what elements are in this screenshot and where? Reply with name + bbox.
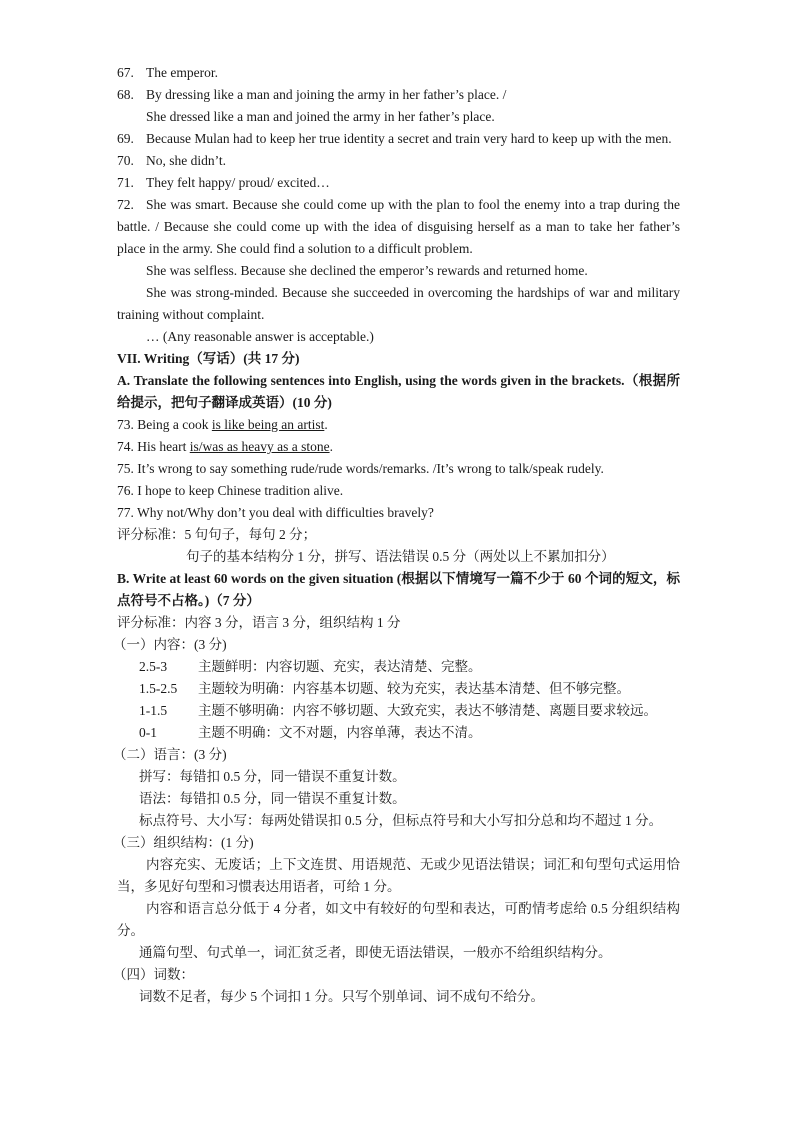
answer-number: 69. — [117, 131, 134, 146]
subsection-title: （二）语言：(3 分) — [113, 747, 227, 762]
section-title: VII. Writing（写话）(共 17 分) — [117, 351, 300, 366]
criteria-text: 语法：每错扣 0.5 分，同一错误不重复计数。 — [139, 791, 406, 806]
answer-number: 71. — [117, 175, 134, 190]
scoring-text: 评分标准：内容 3 分，语言 3 分，组织结构 1 分 — [117, 615, 401, 630]
structure-criteria-3 — [0, 942, 794, 964]
wordcount-heading — [0, 964, 794, 986]
answer-72 — [117, 194, 680, 260]
part-b-instruction: B. Write at least 60 words on the given situation (根据以下情境写一篇不少于 60 个词的短文，标点符号不占格。)（7 分） — [117, 571, 680, 608]
language-spelling — [0, 766, 794, 788]
criteria-text: 内容和语言总分低于 4 分者，如文中有较好的句型和表达，可酌情考虑给 0.5 分组织结构分。 — [117, 901, 680, 938]
translation-73 — [0, 414, 794, 436]
translation-text: 73. Being a cook is like being an artist. — [117, 417, 328, 432]
answer-68 — [0, 84, 794, 106]
criteria-text: 通篇句型、句式单一，词汇贫乏者，即使无语法错误，一般亦不给组织结构分。 — [139, 945, 612, 960]
answer-text-alt: She dressed like a man and joined the army in her father’s place. — [146, 109, 495, 124]
translation-75 — [0, 458, 794, 480]
answer-72-selfless — [117, 260, 680, 282]
answer-text: By dressing like a man and joining the army in her father’s place. / — [146, 87, 507, 102]
translation-text: 74. His heart is/was as heavy as a stone. — [117, 439, 333, 454]
score-range: 1.5-2.5 — [139, 681, 178, 696]
writing-section-title — [0, 348, 794, 370]
answer-67 — [0, 62, 794, 84]
content-heading — [0, 634, 794, 656]
translation-text: 76. I hope to keep Chinese tradition alive. — [117, 483, 344, 498]
answer-paragraph: She was selfless. Because she declined the emperor’s rewards and returned home. — [146, 263, 588, 278]
score-description: 主题不明确：文不对题，内容单薄，表达不清。 — [198, 725, 482, 740]
language-punctuation — [0, 810, 794, 832]
score-description: 主题鲜明：内容切题、充实，表达清楚、完整。 — [198, 659, 482, 674]
answer-72-note — [117, 326, 680, 348]
subsection-title: （四）词数： — [113, 967, 194, 982]
criteria-text: 拼写：每错扣 0.5 分，同一错误不重复计数。 — [139, 769, 406, 784]
part-a-instruction: A. Translate the following sentences into English, using the words given in the brackets.（根据所给提示，把句子翻译成英语）(10 分) — [117, 373, 680, 410]
answer-71 — [0, 172, 794, 194]
structure-criteria-2 — [117, 898, 680, 942]
criteria-text: 标点符号、大小写：每两处错误扣 0.5 分，但标点符号和大小写扣分总和均不超过 1 分。 — [139, 813, 663, 828]
score-range: 1-1.5 — [139, 703, 168, 718]
subsection-title: （三）组织结构：(1 分) — [113, 835, 254, 850]
content-row — [0, 722, 794, 744]
score-description: 主题较为明确：内容基本切题、较为充实，表达基本清楚、但不够完整。 — [198, 681, 630, 696]
language-grammar — [0, 788, 794, 810]
answer-69 — [117, 128, 680, 150]
answer-text: They felt happy/ proud/ excited… — [146, 175, 330, 190]
answer-note: … (Any reasonable answer is acceptable.) — [146, 329, 374, 344]
answer-paragraph: She was strong-minded. Because she succeeded in overcoming the hardships of war and military training without complaint. — [117, 285, 680, 322]
answer-70 — [0, 150, 794, 172]
answer-number: 67. — [117, 65, 134, 80]
criteria-text: 词数不足者，每少 5 个词扣 1 分。只写个别单词、词不成句不给分。 — [139, 989, 544, 1004]
answer-68-alt — [0, 106, 794, 128]
structure-criteria-1 — [117, 854, 680, 898]
content-row — [0, 678, 794, 700]
answer-text: She was smart. Because she could come up with the plan to fool the enemy into a trap during the battle. / Because she could come up with the idea of disguising herself as a man to take her father’s place in the army. She could find a solution to a difficult problem. — [117, 197, 680, 256]
language-heading — [0, 744, 794, 766]
translation-77 — [0, 502, 794, 524]
scoring-a-line-2 — [0, 546, 794, 568]
scoring-a-line-1 — [0, 524, 794, 546]
answer-number: 70. — [117, 153, 134, 168]
score-range: 0-1 — [139, 725, 157, 740]
content-row — [0, 700, 794, 722]
wordcount-criteria — [0, 986, 794, 1008]
translation-text: 75. It’s wrong to say something rude/rude words/remarks. /It’s wrong to talk/speak rudely. — [117, 461, 604, 476]
underlined-answer: is/was as heavy as a stone — [189, 439, 330, 454]
subsection-title: （一）内容：(3 分) — [113, 637, 227, 652]
score-description: 主题不够明确：内容不够切题、大致充实，表达不够清楚、离题目要求较远。 — [198, 703, 657, 718]
score-range: 2.5-3 — [139, 659, 168, 674]
scoring-text: 句子的基本结构分 1 分，拼写、语法错误 0.5 分（两处以上不累加扣分） — [186, 549, 615, 564]
content-row — [0, 656, 794, 678]
part-a-heading — [117, 370, 680, 414]
underlined-answer: is like being an artist — [211, 417, 325, 432]
criteria-text: 内容充实、无废话；上下文连贯、用语规范、无或少见语法错误；词汇和句型句式运用恰当，多见好句型和习惯表达用语者，可给 1 分。 — [117, 857, 680, 894]
translation-76 — [0, 480, 794, 502]
part-b-heading — [117, 568, 680, 612]
answer-72-strong-minded — [117, 282, 680, 326]
answer-number: 68. — [117, 87, 134, 102]
translation-74 — [0, 436, 794, 458]
structure-heading — [0, 832, 794, 854]
answer-text: No, she didn’t. — [146, 153, 226, 168]
translation-text: 77. Why not/Why don’t you deal with difficulties bravely? — [117, 505, 434, 520]
scoring-text: 评分标准：5 句句子，每句 2 分； — [117, 527, 317, 542]
answer-number: 72. — [117, 197, 134, 212]
answer-text: The emperor. — [146, 65, 218, 80]
answer-key-page — [0, 62, 794, 1008]
answer-text: Because Mulan had to keep her true identity a secret and train very hard to keep up with the men. — [146, 131, 672, 146]
scoring-b — [0, 612, 794, 634]
